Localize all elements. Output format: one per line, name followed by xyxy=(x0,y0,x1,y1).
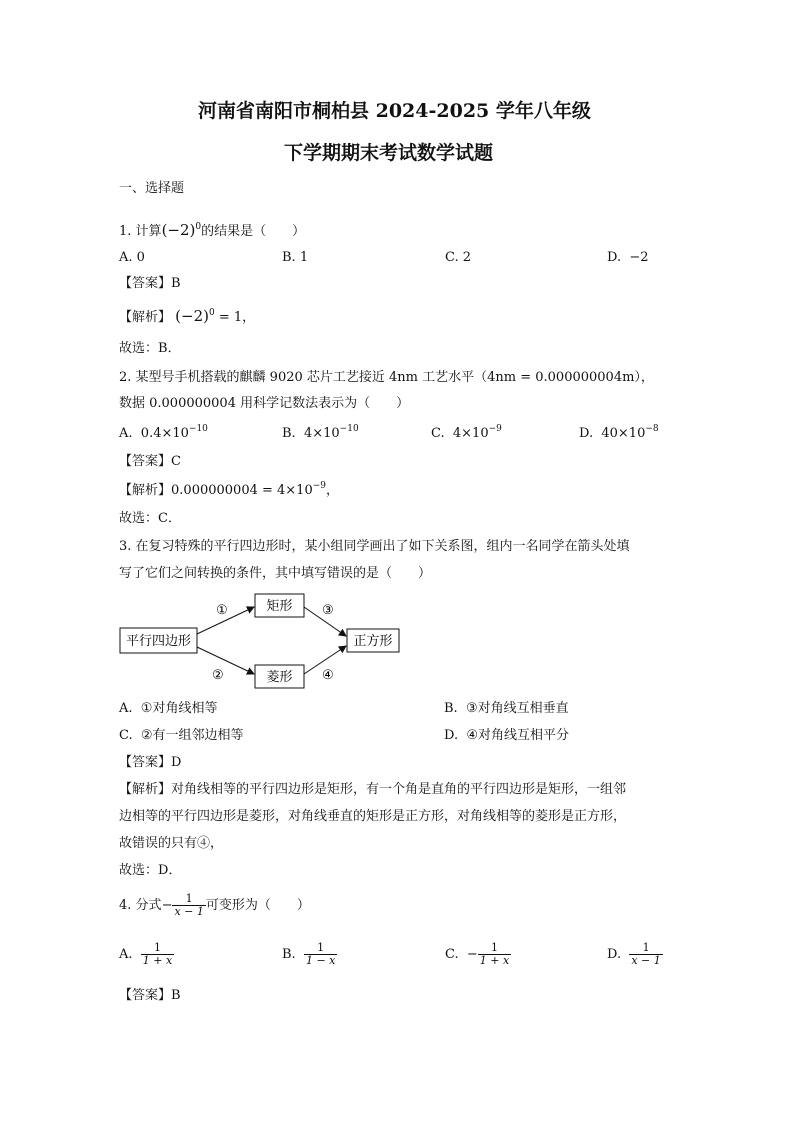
condition-3: ③ xyxy=(322,603,334,618)
label-square: 正方形 xyxy=(353,634,393,649)
q2-answer: 【答案】C xyxy=(119,454,181,469)
q1-analysis: 【解析】 $(-2)^0 = 1$， xyxy=(119,307,256,325)
arrow-2 xyxy=(197,647,254,674)
label-parallelogram: 平行四边形 xyxy=(125,634,192,649)
question-2-line1: 2. 某型号手机搭载的麒麟 9020 芯片工艺接近 4nm 工艺水平（4nm = 0.000000004m）， xyxy=(119,370,654,385)
q4-option-d: D. $\frac{1}{x - 1}$ xyxy=(607,941,661,967)
q4-fraction: $\frac{1}{x - 1}$ xyxy=(174,892,204,918)
q1-option-c: C. 2 xyxy=(445,250,472,265)
q2-option-d: D. $40\times 10^{-8}$ xyxy=(579,424,659,441)
question-4: 4. 分式− $\frac{1}{x - 1}$ 可变形为（ ） xyxy=(119,892,310,918)
q4-option-b: B. $\frac{1}{1 - x}$ xyxy=(282,941,336,967)
q2-option-a: A. $0.4\times 10^{-10}$ xyxy=(119,424,208,441)
condition-2: ② xyxy=(212,668,224,683)
q4-answer: 【答案】B xyxy=(119,988,181,1003)
section-heading: 一、选择题 xyxy=(119,181,185,196)
q3-choice: 故选：D． xyxy=(119,863,182,878)
condition-1: ① xyxy=(216,603,228,618)
q3-answer: 【答案】D xyxy=(119,755,182,770)
q1-option-a: A. 0 xyxy=(119,250,145,265)
question-1: 1. 计算$(-2)^0$的结果是（ ） xyxy=(119,221,306,239)
label-rectangle: 矩形 xyxy=(266,599,293,614)
q2-analysis: 【解析】$0.000000004 = 4\times 10^{-9}$， xyxy=(119,481,340,498)
label-rhombus: 菱形 xyxy=(266,670,293,685)
q3-analysis-line3: 故错误的只有④， xyxy=(119,836,224,851)
q4-option-c: C. − $\frac{1}{1 + x}$ xyxy=(445,941,510,967)
q3-option-d: D. ④对角线互相平分 xyxy=(444,728,570,743)
q3-analysis-line2: 边相等的平行四边形是菱形，对角线垂直的矩形是正方形，对角线相等的菱形是正方形， xyxy=(119,809,627,824)
doc-title-line2: 下学期期末考试数学试题 xyxy=(284,142,494,164)
question-3-line1: 3. 在复习特殊的平行四边形时，某小组同学画出了如下关系图，组内一名同学在箭头处填 xyxy=(119,539,630,554)
q3-option-c: C. ②有一组邻边相等 xyxy=(119,728,244,743)
q2-option-c: C. $4\times 10^{-9}$ xyxy=(431,424,502,441)
q2-choice: 故选：C． xyxy=(119,511,181,526)
q1-choice: 故选：B． xyxy=(119,341,181,356)
q2-option-b: B. $4\times 10^{-10}$ xyxy=(282,424,359,441)
q3-analysis-line1: 【解析】对角线相等的平行四边形是矩形，有一个角是直角的平行四边形是矩形，一组邻 xyxy=(119,782,627,797)
question-2-line2: 数据 0.000000004 用科学记数法表示为（ ） xyxy=(119,396,410,411)
question-3-line2: 写了它们之间转换的条件，其中填写错误的是（ ） xyxy=(119,566,432,581)
condition-4: ④ xyxy=(322,668,334,683)
doc-title-line1: 河南省南阳市桐柏县 2024-2025 学年八年级 xyxy=(198,100,591,122)
q3-option-b: B. ③对角线互相垂直 xyxy=(444,701,569,716)
q4-option-a: A. $\frac{1}{1 + x}$ xyxy=(119,941,173,967)
q1-option-b: B. 1 xyxy=(282,250,309,265)
q3-option-a: A. ①对角线相等 xyxy=(119,701,218,716)
q1-answer: 【答案】B xyxy=(119,276,181,291)
q1-power: $(-2)^0$ xyxy=(161,221,202,239)
quadrilateral-relation-diagram xyxy=(0,590,794,700)
q1-option-d: D. −2 xyxy=(607,250,649,265)
